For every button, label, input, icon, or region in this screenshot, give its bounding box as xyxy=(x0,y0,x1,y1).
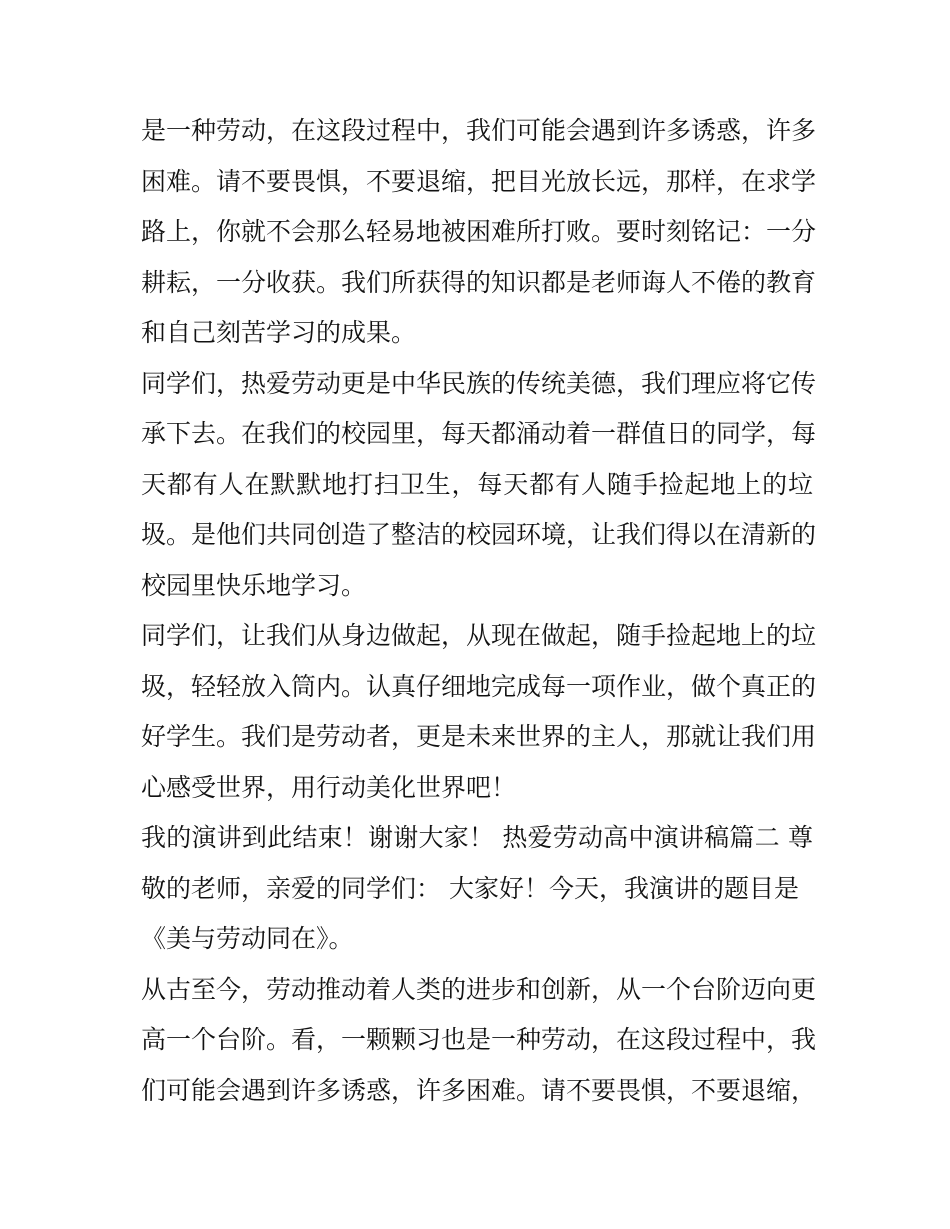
text-line: 《美与劳动同在》。 xyxy=(141,924,354,953)
text-line: 心感受世界，用行动美化世界吧！ xyxy=(141,772,517,802)
paragraph xyxy=(141,611,817,813)
text-line: 我的演讲到此结束！谢谢大家！ 热爱劳动高中演讲稿篇二 尊 xyxy=(141,823,813,852)
text-line: 天都有人在默默地打扫卫生，每天都有人随手捡起地上的垃 xyxy=(141,469,813,499)
text-line: 耕耘，一分收获。我们所获得的知识都是老师诲人不倦的教育 xyxy=(141,267,817,297)
text-line: 圾。是他们共同创造了整洁的校园环境，让我们得以在清新的 xyxy=(141,520,817,549)
text-line: 好学生。我们是劳动者，更是未来世界的主人，那就让我们用 xyxy=(141,722,817,751)
text-line: 是一种劳动，在这段过程中，我们可能会遇到许多诱惑，许多 xyxy=(141,116,817,145)
paragraph xyxy=(141,106,817,359)
text-line: 从古至今，劳动推动着人类的进步和创新，从一个台阶迈向更 xyxy=(141,974,817,1004)
text-line: 困难。请不要畏惧，不要退缩，把目光放长远，那样，在求学 xyxy=(141,166,817,196)
text-line: 敬的老师，亲爱的同学们： 大家好！今天，我演讲的题目是 xyxy=(141,873,799,903)
paragraph xyxy=(141,813,813,965)
text-line: 同学们，让我们从身边做起，从现在做起，随手捡起地上的垃 xyxy=(141,621,817,650)
text-line: 高一个台阶。看，一颗颗习也是一种劳动，在这段过程中，我 xyxy=(141,1025,817,1054)
text-line: 和自己刻苦学习的成果。 xyxy=(141,318,417,347)
paragraph xyxy=(141,965,817,1117)
text-line: 同学们，热爱劳动更是中华民族的传统美德，我们理应将它传 xyxy=(141,368,817,398)
text-line: 圾，轻轻放入筒内。认真仔细地完成每一项作业，做个真正的 xyxy=(141,671,817,701)
text-line: 承下去。在我们的校园里，每天都涌动着一群值日的同学，每 xyxy=(141,419,817,448)
paragraph xyxy=(141,359,817,612)
document-body xyxy=(141,106,817,1116)
text-line: 校园里快乐地学习。 xyxy=(141,570,367,600)
text-line: 路上，你就不会那么轻易地被困难所打败。要时刻铭记：一分 xyxy=(141,217,817,246)
text-line: 们可能会遇到许多诱惑，许多困难。请不要畏惧，不要退缩， xyxy=(141,1075,817,1105)
